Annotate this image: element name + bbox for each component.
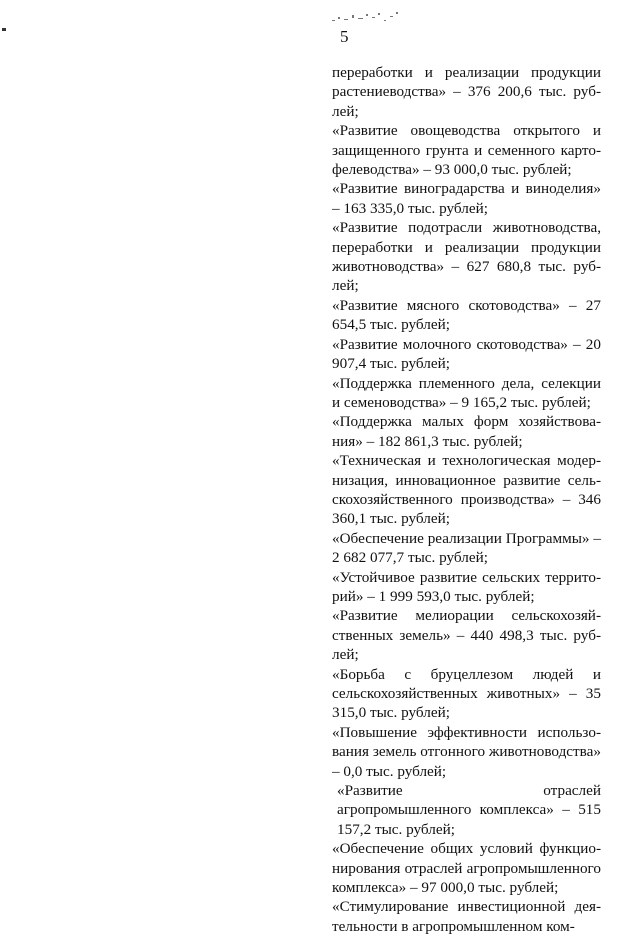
paragraph-breeding: «Поддержка племенного дела, селекции и семеноводства» – 9 165,2 тыс. рублей;: [332, 374, 601, 411]
paragraph-program-implementation: «Обеспечение реализации Программы» – 2 682 077,7 тыс. рублей;: [332, 529, 601, 567]
paragraph-beef-cattle: «Развитие мясного скотоводства» – 27 654,5 тыс. рублей;: [332, 296, 601, 334]
paragraph-general-conditions: «Обеспечение общих условий функционирования отраслей агропромышленного комплекса» – 97 000,0 тыс. рублей;: [332, 840, 601, 897]
paragraph-modernization: «Техническая и технологическая модернизация, инновационное развитие сельскохозяйственного производства» – 346 360,1 тыс. рублей;: [332, 452, 601, 528]
paragraph-livestock: «Развитие подотрасли животноводства, переработки и реализации продукции животноводства» – 627 680,8 тыс. рублей;: [332, 219, 601, 295]
paragraph-vegetable-growing: «Развитие овощеводства открытого и защищенного грунта и семенного картофелеводства» – 93 000,0 тыс. рублей;: [332, 122, 601, 179]
page-number: 5: [340, 27, 349, 46]
paragraph-crop-processing: переработки и реализации продукции растениеводства» – 376 200,6 тыс. рублей;: [332, 64, 601, 120]
paragraph-viticulture: «Развитие виноградарства и виноделия» – 163 335,0 тыс. рублей;: [332, 180, 601, 217]
paragraph-rural-development: «Устойчивое развитие сельских территорий» – 1 999 593,0 тыс. рублей;: [332, 568, 601, 605]
paragraph-investment: «Стимулирование инвестиционной деятельности в агропромышленном ком-: [332, 898, 601, 935]
paragraph-land-reclamation: «Развитие мелиорации сельскохозяйственных земель» – 440 498,3 тыс. рублей;: [332, 607, 601, 664]
paragraph-dairy-cattle: «Развитие молочного скотоводства» – 20 907,4 тыс. рублей;: [332, 335, 601, 373]
document-text-column: [332, 63, 601, 936]
paragraph-brucellosis: «Борьба с бруцеллезом людей и сельскохозяйственных животных» – 35 315,0 тыс. рублей;: [332, 665, 601, 722]
paragraph-agro-industry: «Развитие отраслей агропромышленного комплекса» – 515 157,2 тыс. рублей;: [337, 782, 601, 838]
scan-edge-mark: [2, 28, 6, 31]
scan-noise-marks: [328, 8, 408, 28]
paragraph-small-farms: «Поддержка малых форм хозяйствования» – 182 861,3 тыс. рублей;: [332, 413, 601, 450]
paragraph-pasture-land: «Повышение эффективности использования земель отгонного животноводства» – 0,0 тыс. рублей;: [332, 723, 601, 780]
